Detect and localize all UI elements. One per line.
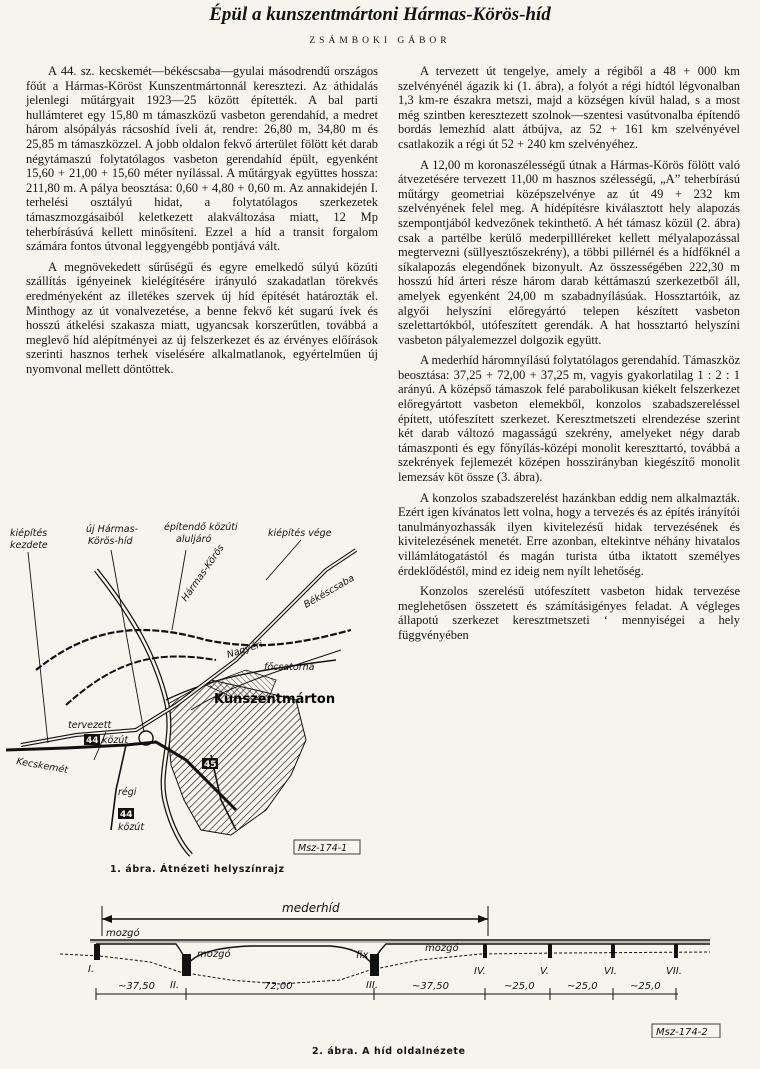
label-uj-hid: új Hármas- — [86, 524, 139, 535]
paragraph: A tervezett út tengelye, amely a régiből a 48 + 000 km szelvényénél ágazik ki (1. ábra), a folyót a régi hídtól légvonalban 1,3 km-re északra metszi, majd a községen kívül halad, s a most még szintben keresztezett szolnok—szentesi vasútvonalba építendő bordás lemezhíd alatt átbújva, az 52 + 161 km szelvényével csatlakozik a régi út 52 + 240 km szelvényéhez. — [398, 64, 740, 151]
label-regi: régi — [118, 787, 137, 798]
paragraph: A megnövekedett sűrűségű és egyre emelkedő súlyú közúti szállítás igényeinek kielégítésére irányuló szakadatlan törekvés eredményeként az illetékes szervek új híd építését határozták el. Minthogy az út vonalvezetése, a benne fekvő két sugarú ívek és hosszú átkelési szakasza miatt, ugyancsak korszerűtlen, továbbá a meglevő híd alépítményei az új felszerkezet és az érvényes előírások szerinti hasznos terhek viselésére alkalmatlanok, egyértelműen új nyomvonal mellett döntöttek. — [26, 259, 378, 376]
support-label: II. — [170, 980, 180, 991]
label-bekescsaba: Békéscsaba — [302, 572, 357, 611]
route-44-badge: 44 — [86, 736, 99, 746]
span-label: ~25,0 — [567, 981, 598, 992]
route-44-old-badge: 44 — [120, 810, 133, 820]
span-label: 72,00 — [264, 981, 293, 992]
support-label: III. — [366, 980, 379, 991]
figure-2-caption: 2. ábra. A híd oldalnézete — [312, 1046, 466, 1057]
label-kozuti-aluljaro: aluljáró — [176, 534, 212, 545]
label-uj-hid: Körös-híd — [88, 536, 133, 547]
label-kiepites-kezdete: kezdete — [10, 540, 48, 551]
paragraph: A konzolos szabadszerelést hazánkban eddig nem alkalmazták. Ezért igen kívánatos lett volna, hogy a tervezés és az építés irányítói tanulmányozhassák ilyen kivitelezésű hidak tervezésének és kivitelezésének menetét. Erre azonban, eltekintve néhány hivatalos villámlátogatástól és magán turista útba iktatott személyes érdeklődéstől, mind ez ideig nem nyílt lehetőség. — [398, 490, 740, 578]
label-kozut: közút — [102, 735, 129, 746]
support-label: I. — [88, 964, 95, 975]
span-label: ~25,0 — [504, 981, 535, 992]
left-column — [26, 64, 378, 376]
label-kozuti-aluljaro: építendő közúti — [164, 522, 238, 533]
right-column — [398, 64, 740, 643]
bridge-elevation-figure — [60, 888, 740, 1038]
figure-code: Msz-174-1 — [298, 843, 348, 854]
label-mozgo: mozgó — [197, 949, 231, 960]
label-mozgo: mozgó — [425, 943, 459, 954]
paragraph: A mederhíd háromnyílású folytatólagos gerendahíd. Támaszköz beosztása: 37,25 + 72,00 + 37,25 m, vagyis gyakorlatilag 1 : 2 : 1 arányú. A középső támaszok felé parabolikusan kiékelt felszerkezet előregyártott vasbeton elemekből, konzolos szabadszereléssel épített, utófeszített szerkezet. Keresztmetszeti elrendezése szerint két darab változó magasságú szekrény, amelyeket négy darab támaszponti és egy főnyílás-középi monolit kereszttartó, továbbá a szekrények fejlemezét középen hosszirányban kiegészítő monolit lemezsáv köt össze (3. ábra). — [398, 353, 740, 485]
label-kiepites-vege: kiépítés vége — [268, 528, 332, 539]
support-label: VI. — [604, 966, 617, 977]
label-nagyeri: Nagyéri — [225, 638, 265, 661]
label-kozut-old: közút — [118, 822, 145, 833]
paragraph: Konzolos szerelésű utófeszített vasbeton hidak tervezése meglehetősen összetett és számításigényes feladat. A végleges állapotú szerkezet keresztmetszeti ‘ mennyiségei a hely függvényében — [398, 584, 740, 642]
article-title: Épül a kunszentmártoni Hármas-Körös-híd — [209, 4, 551, 25]
paragraph: A 44. sz. kecskemét—békéscsaba—gyulai másodrendű országos főút a Hármas-Köröst Kunszentmártonnál keresztezi. Az áthidalás jelenlegi műtárgyait 1923—25 között építették. A bal parti hullámteret egy 15,80 m támaszközű vasbeton gerendahíd, a medret három alsópályás rácsoshíd íveli át, rendre: 26,80 m, 34,80 m és 25,85 m támaszközzel. A jobb oldalon fekvő árterület fölött két darab négytámaszú folytatólagos vasbeton gerendahíd épült, egyenként 15,60 + 21,00 + 15,60 méter nyílással. A műtárgyak együttes hossza: 211,80 m. A pálya beosztása: 0,60 + 4,80 + 0,60 m. Az annakidején I. terhelési osztályú hidat, a folytatólagos szerkezetek támaszmozgásaiból keletkezett alakváltozása miatt, 12 Mp teherbírásúvá kellett minősíteni. Ezzel a híd a transit forgalom számára fontos útvonal leggyengébb pontjává vált. — [26, 64, 378, 254]
label-harmas-koros: Hármas-Körös — [179, 542, 227, 604]
paragraph: A 12,00 m koronaszélességű útnak a Hármas-Körös fölött való átvezetésére tervezett 11,00 m hasznos szélességű, „A” teherbírású műtárgy geometriai középszelvénye az út 49 + 232 km szelvényének felel meg. A hídépítésre kiválasztott hely alapozás szempontjából kedvezőnek tekinthető. A hét támasz közül (2. ábra) csak a partélbe kerülő mederpillléreket kellett mélyalapozással megtervezni (süllyesztőszekrény), a többi pillérnél és a hídfőknél a síkalapozás elegendőnek bizonyult. Az összességében 222,30 m hosszú híd árteri része három darab kéttámaszú szerkezetből áll, amelyek egyenként 24,00 m szabadnyílásúak. Hossztartóik, az algyői helyszíni előregyártó telepen készített vasbeton szelettartókból, utófeszített gerendák. A hat hossztartó helyszíni vasbeton pályalemezzel dolgozik együtt. — [398, 157, 740, 347]
article-author: ZSÁMBOKI GÁBOR — [309, 36, 451, 46]
support-label: VII. — [666, 966, 682, 977]
route-45-badge: 45 — [204, 760, 217, 770]
label-town: Kunszentmárton — [214, 692, 336, 707]
label-mozgo: mozgó — [106, 928, 140, 939]
figure-1-caption: 1. ábra. Átnézeti helyszínrajz — [110, 864, 285, 875]
label-mederhid: mederhíd — [282, 901, 340, 915]
support-label: IV. — [474, 966, 486, 977]
label-kecskemet: Kecskemét — [15, 756, 69, 777]
site-plan-figure — [6, 510, 376, 860]
support-label: V. — [540, 966, 549, 977]
span-label: ~37,50 — [118, 981, 156, 992]
label-focsatorna: főcsatorna — [264, 662, 315, 673]
figure-code: Msz-174-2 — [656, 1027, 708, 1038]
label-kiepites-kezdete: kiépítés — [10, 528, 48, 539]
span-label: ~37,50 — [412, 981, 450, 992]
span-label: ~25,0 — [630, 981, 661, 992]
label-tervezett: tervezett — [68, 720, 112, 731]
label-fix: fix — [356, 950, 369, 961]
